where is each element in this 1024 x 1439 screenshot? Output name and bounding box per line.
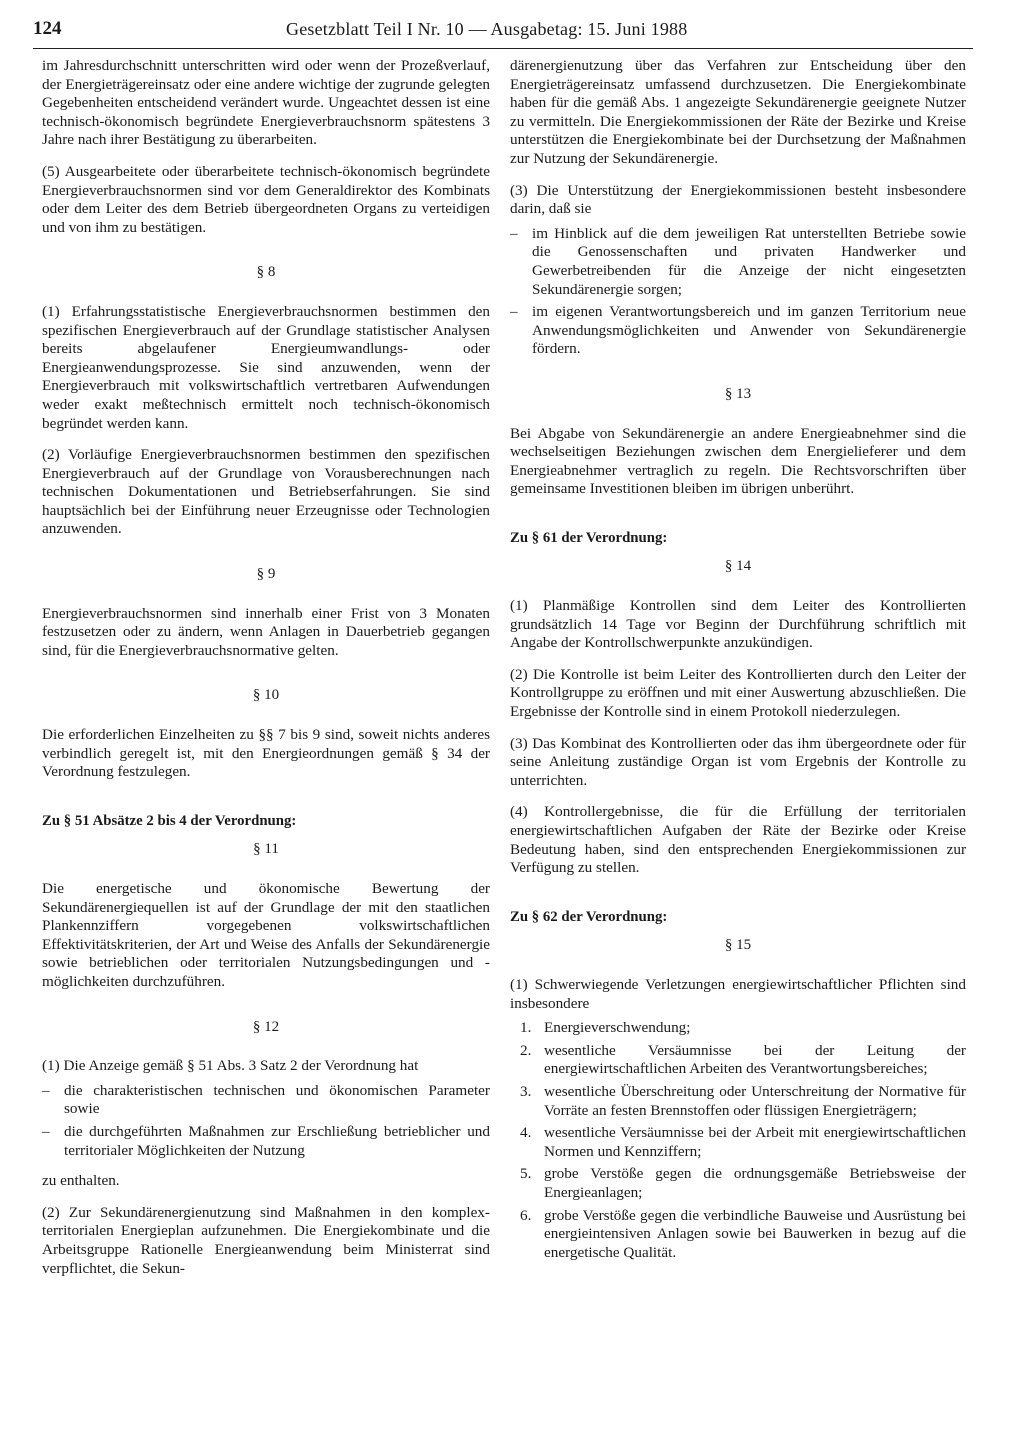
paragraph: (1) Die Anzeige gemäß § 51 Abs. 3 Satz 2 der Verordnung hat [42, 1057, 419, 1075]
list-item: – die durchgeführten Maßnahmen zur Erschließung betrieblicher und territorialer Möglichkeiten der Nutzung [42, 1123, 490, 1160]
list-number: 4. [520, 1124, 532, 1142]
list-item [510, 1042, 966, 1079]
right-column [510, 57, 966, 1266]
list-item [510, 1165, 966, 1202]
list-item [510, 1124, 966, 1161]
page-number: 124 [33, 18, 62, 39]
left-column [42, 57, 490, 1291]
section-heading: § 14 [724, 558, 752, 575]
paragraph: Energieverbrauchsnormen sind innerhalb einer Frist von 3 Monaten festzusetzen oder zu ändern, wenn Anlagen in Dauerbetrieb gegangen sind, für die Energieverbrauchsnormative gelten. [42, 604, 490, 659]
paragraph: därenergienutzung über das Verfahren zur Entscheidung über den Energieträgereinsatz umfassend durchzusetzen. Die Energiekombinate haben für die gemäß Abs. 1 angezeigte Sekundärenergie geeignete Nutzer zu vermitteln. Die Energiekommissionen der Räte der Bezirke und Kreise unterstützen die Energiekombinate bei der Durchsetzung der Maßnahmen zur Nutzung der Sekundärenergie. [510, 57, 966, 167]
list-text: grobe Verstöße gegen die verbindliche Bauweise und Ausrüstung bei energieintensiven Anlagen sowie bei Bauwerken in bezug auf die energetische Qualität. [544, 1206, 966, 1261]
list-text: wesentliche Überschreitung oder Unterschreitung der Normative für Vorräte an festen Brennstoffen oder flüssigen Energieträgern; [544, 1082, 966, 1119]
list-item [510, 1019, 966, 1038]
section-heading: § 8 [256, 264, 276, 281]
list-number: 6. [520, 1206, 532, 1224]
paragraph: im Jahresdurchschnitt unterschritten wird oder wenn der Prozeßverlauf, der Energieträgereinsatz oder eine andere wichtige der zugrunde gelegten Gegebenheiten entscheidend verändert wurde. Ungeachtet dessen ist eine technisch-ökonomisch begründete Energieverbrauchsnorm spätestens 3 Jahre nach ihrer Bestätigung zu überarbeiten. [42, 57, 490, 149]
paragraph: (1) Planmäßige Kontrollen sind dem Leiter des Kontrollierten grundsätzlich 14 Tage vor Beginn der Durchführung schriftlich mit Angabe der Kontrollschwerpunkte anzukündigen. [510, 597, 966, 652]
section-heading: § 11 [253, 841, 279, 858]
subheading: Zu § 51 Absätze 2 bis 4 der Verordnung: [42, 812, 297, 829]
paragraph: Die erforderlichen Einzelheiten zu §§ 7 bis 9 sind, soweit nichts anderes verbindlich geregelt ist, mit den Energieordnungen gemäß § 34 der Verordnung festzulegen. [42, 726, 490, 781]
list-text: wesentliche Versäumnisse bei der Leitung der energiewirtschaftlichen Arbeiten des Verantwortungsbereiches; [544, 1041, 966, 1078]
section-heading: § 10 [252, 687, 280, 704]
paragraph: (2) Zur Sekundärenergienutzung sind Maßnahmen in den komplex-territorialen Energieplan aufzunehmen. Die Energiekombinate und die Arbeitsgruppe Rationelle Energieanwendung beim Ministerrat sind verpflichtet, die Sekun- [42, 1203, 490, 1277]
section-heading: § 15 [724, 937, 752, 954]
list-number: 5. [520, 1165, 532, 1183]
paragraph: (5) Ausgearbeitete oder überarbeitete technisch-ökonomisch begründete Energieverbrauchsnormen sind vor dem Generaldirektor des Kombinats oder dem Leiter des dem Betrieb übergeordneten Organs zu verteidigen und von ihm zu bestätigen. [42, 162, 490, 236]
section-heading: § 13 [724, 385, 752, 402]
paragraph: (2) Die Kontrolle ist beim Leiter des Kontrollierten durch den Leiter der Kontrollgruppe zu eröffnen und mit einer Auswertung abzuschließen. Die Ergebnisse der Kontrolle sind in einem Protokoll niederzulegen. [510, 665, 966, 721]
paragraph: Die energetische und ökonomische Bewertung der Sekundärenergiequellen ist auf der Grundlage der mit den staatlichen Plankennziffern vorgegebenen volkswirtschaftlichen Effektivitätskriterien, der Art und Weise des Anfalls der Sekundärenergie sowie betrieblichen oder territorialen Nutzungsbedingungen und -möglichkeiten durchzuführen. [42, 880, 490, 990]
list-number: 1. [520, 1019, 532, 1037]
list-item: – im Hinblick auf die dem jeweiligen Rat unterstellten Betriebe sowie die Genossenschaften und privaten Handwerker und Gewerbetreibenden für die Anzeige der nicht eingesetzten Sekundärenergie sorgen; [510, 225, 966, 299]
subheading: Zu § 62 der Verordnung: [510, 908, 668, 925]
list-text: wesentliche Versäumnisse bei der Arbeit mit energiewirtschaftlichen Normen und Kennziffern; [544, 1124, 966, 1160]
dash-list [510, 225, 966, 359]
section-heading: § 9 [256, 566, 276, 583]
paragraph: (1) Schwerwiegende Verletzungen energiewirtschaftlicher Pflichten sind insbesondere [510, 975, 966, 1012]
list-text: grobe Verstöße gegen die ordnungsgemäße Betriebsweise der Energieanlagen; [544, 1165, 966, 1201]
page-header [33, 18, 973, 49]
paragraph: (1) Erfahrungsstatistische Energieverbrauchsnormen bestimmen den spezifischen Energieverbrauch auf der Grundlage statistischer Analysen bereits abgelaufener Energieumwandlungs- oder Energieanwendungsprozesse. Sie sind anzuwenden, wenn der Energieverbrauch mit volkswirtschaftlich vertretbaren Aufwendungen weder exakt meßtechnisch ermittelt noch technisch-ökonomisch begründet werden kann. [42, 302, 490, 432]
list-item [510, 1083, 966, 1120]
paragraph: (3) Das Kombinat des Kontrollierten oder das ihm übergeordnete oder für seine Anleitung zuständige Organ ist vom Ergebnis der Kontrolle zu unterrichten. [510, 734, 966, 789]
list-number: 2. [520, 1041, 532, 1059]
section-heading: § 12 [252, 1018, 280, 1035]
paragraph: Bei Abgabe von Sekundärenergie an andere Energieabnehmer sind die wechselseitigen Beziehungen zwischen dem Energielieferer und dem Energieabnehmer vertraglich zu regeln. Die Rechtsvorschriften über gemeinsame Investitionen bleiben im übrigen unberührt. [510, 424, 966, 498]
dash-list [42, 1082, 490, 1160]
subheading: Zu § 61 der Verordnung: [510, 529, 668, 546]
paragraph: (2) Vorläufige Energieverbrauchsnormen bestimmen den spezifischen Energieverbrauch auf der Grundlage von Vorausberechnungen nach technischen Dokumentationen und Betriebserfahrungen. Sie sind hauptsächlich bei der Einführung neuer Erzeugnisse oder Technologien anzuwenden. [42, 446, 490, 538]
numbered-list [510, 1019, 966, 1262]
list-item: – die charakteristischen technischen und ökonomischen Parameter sowie [42, 1082, 490, 1119]
paragraph: zu enthalten. [42, 1172, 120, 1190]
paragraph: (3) Die Unterstützung der Energiekommissionen besteht insbesondere darin, daß sie [510, 181, 966, 218]
list-number: 3. [520, 1082, 532, 1100]
running-head: Gesetzblatt Teil I Nr. 10 — Ausgabetag: 15. Juni 1988 [286, 19, 688, 39]
list-item [510, 1207, 966, 1263]
list-item: – im eigenen Verantwortungsbereich und im ganzen Territorium neue Anwendungsmöglichkeiten und Anwender von Sekundärenergie fördern. [510, 303, 966, 359]
paragraph: (4) Kontrollergebnisse, die für die Erfüllung der territorialen energiewirtschaftlichen Aufgaben der Räte der Bezirke oder Kreise Bedeutung haben, sind den entsprechenden Energiekommissionen zur Verfügung zu stellen. [510, 803, 966, 877]
list-text: Energieverschwendung; [544, 1019, 691, 1037]
